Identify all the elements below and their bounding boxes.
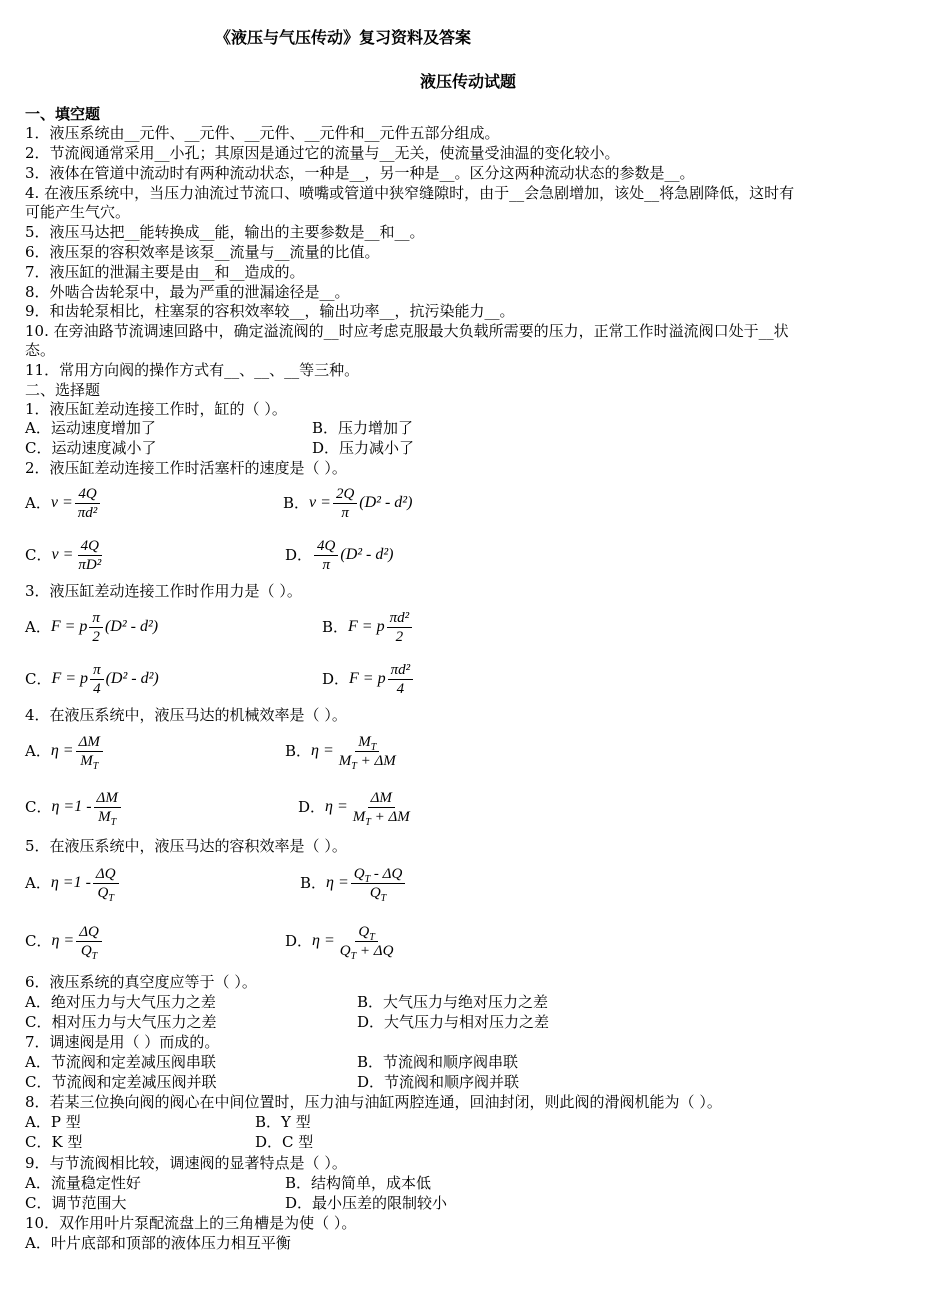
option-b: B．结构简单，成本低 [285, 1174, 432, 1192]
question-stem: 9．与节流阀相比较，调速阀的显著特点是（ ）。 [25, 1154, 347, 1172]
option-c [25, 918, 104, 964]
option-b: B．大气压力与绝对压力之差 [357, 993, 549, 1011]
question-stem: 6．液压系统的真空度应等于（ ）。 [25, 973, 257, 991]
formula: η = $\frac{M_T}{M_T + \Delta M}$ [311, 733, 396, 772]
fill-item: 5．液压马达把__能转换成__能，输出的主要参数是__和__。 [25, 223, 425, 241]
fill-item: 11．常用方向阀的操作方式有__、__、__等三种。 [25, 361, 360, 379]
option-b [322, 604, 414, 650]
option-d [322, 656, 415, 702]
option-label: D． [298, 798, 326, 816]
option-c [25, 532, 106, 578]
option-a: A．叶片底部和顶部的液体压力相互平衡 [25, 1234, 291, 1252]
formula: v = $\frac{4Q}{\text{πd²}}$ [51, 485, 102, 522]
formula: $\frac{4Q}{\pi}$ (D² - d²) [312, 537, 393, 574]
option-label: D． [322, 670, 350, 688]
formula: v = $\frac{2Q}{\pi}$ (D² - d²) [309, 485, 413, 521]
formula: F = p $\frac{\text{πd²}}{4}$ [349, 661, 415, 698]
option-label: B． [300, 874, 327, 892]
formula: η = $\frac{\Delta M}{M_T + \Delta M}$ [325, 789, 410, 828]
option-label: D． [285, 932, 313, 950]
formula: η =1 - $\frac{\Delta Q}{Q_T}$ [51, 865, 121, 902]
option-b [300, 860, 407, 906]
question-stem: 2．液压缸差动连接工作时活塞杆的速度是（ ）。 [25, 459, 347, 477]
doc-title: 《液压与气压传动》复习资料及答案 [215, 28, 472, 47]
question-stem: 3．液压缸差动连接工作时作用力是（ ）。 [25, 582, 302, 600]
formula: v = $\frac{4Q}{\text{πD²}}$ [51, 537, 102, 573]
option-label: A． [25, 742, 51, 760]
option-c [25, 656, 159, 702]
option-label: C． [25, 798, 52, 816]
option-a [25, 480, 102, 526]
fill-item: 态。 [25, 341, 56, 359]
option-c [25, 784, 123, 830]
fill-item: 7．液压缸的泄漏主要是由__和__造成的。 [25, 263, 305, 281]
option-c: C．节流阀和定差减压阀并联 [25, 1073, 217, 1091]
option-d [298, 784, 415, 830]
formula: F = p $\frac{\text{πd²}}{2}$ [348, 609, 414, 646]
option-d [285, 532, 394, 578]
option-b: B．压力增加了 [312, 419, 414, 437]
option-a: A．绝对压力与大气压力之差 [25, 993, 216, 1011]
question-stem: 7．调速阀是用（ ）而成的。 [25, 1033, 220, 1051]
option-a: A．节流阀和定差减压阀串联 [25, 1053, 216, 1071]
option-b: B．节流阀和顺序阀串联 [357, 1053, 519, 1071]
option-a [25, 604, 158, 650]
sub-title: 液压传动试题 [420, 72, 517, 91]
option-label: A． [25, 618, 51, 636]
option-a: A．P 型 [25, 1113, 81, 1131]
question-stem: 4．在液压系统中，液压马达的机械效率是（ ）。 [25, 706, 347, 724]
option-label: B． [283, 494, 310, 512]
formula: F = p $\frac{\pi}{4}$ (D² - d²) [51, 661, 159, 697]
option-b [285, 728, 401, 774]
fill-item: 2．节流阀通常采用__小孔；其原因是通过它的流量与__无关，使流量受油温的变化较小。 [25, 144, 620, 162]
option-label: B． [322, 618, 349, 636]
fill-item: 4. 在液压系统中，当压力油流过节流口、喷嘴或管道中狭窄缝隙时，由于__会急剧增加，该处__将急剧降低，这时有 [25, 184, 795, 202]
option-b: B．Y 型 [255, 1113, 311, 1131]
fill-item: 可能产生气穴。 [25, 203, 131, 221]
option-label: A． [25, 874, 51, 892]
fill-item: 9．和齿轮泵相比，柱塞泵的容积效率较__，输出功率__，抗污染能力__。 [25, 302, 515, 320]
option-label: C． [25, 670, 52, 688]
option-label: C． [25, 932, 52, 950]
option-a: A．流量稳定性好 [25, 1174, 141, 1192]
option-label: B． [285, 742, 312, 760]
option-c: C．相对压力与大气压力之差 [25, 1013, 217, 1031]
option-d: D．大气压力与相对压力之差 [357, 1013, 550, 1031]
option-d: D．节流阀和顺序阀并联 [357, 1073, 520, 1091]
fill-item: 6．液压泵的容积效率是该泵__流量与__流量的比值。 [25, 243, 380, 261]
option-d: D．最小压差的限制较小 [285, 1194, 448, 1212]
formula: η =1 - $\frac{\Delta M}{M_T}$ [51, 789, 122, 826]
section1-heading: 一、填空题 [25, 105, 101, 123]
formula: F = p $\frac{\pi}{2}$ (D² - d²) [50, 609, 159, 645]
option-c: C．K 型 [25, 1133, 83, 1151]
option-b [283, 480, 412, 526]
option-d: D．C 型 [255, 1133, 314, 1151]
fill-item: 8．外啮合齿轮泵中，最为严重的泄漏途径是__。 [25, 283, 350, 301]
fill-item: 10. 在旁油路节流调速回路中，确定溢流阀的__时应考虑克服最大负载所需要的压力，正常工作时溢流阀口处于__状 [25, 322, 789, 340]
formula: η = $\frac{Q_T}{Q_T + \Delta Q}$ [312, 923, 394, 962]
option-a [25, 728, 105, 774]
option-d: D．压力减小了 [312, 439, 415, 457]
option-d [285, 918, 398, 964]
formula: η = $\frac{\Delta Q}{Q_T}$ [51, 923, 103, 960]
question-stem: 5．在液压系统中，液压马达的容积效率是（ ）。 [25, 837, 347, 855]
option-c: C．运动速度减小了 [25, 439, 157, 457]
option-label: D． [285, 546, 313, 564]
question-stem: 10．双作用叶片泵配流盘上的三角槽是为使（ ）。 [25, 1214, 357, 1232]
option-a [25, 860, 121, 906]
option-label: A． [25, 494, 51, 512]
fill-item: 1．液压系统由__元件、__元件、__元件、__元件和__元件五部分组成。 [25, 124, 500, 142]
option-c: C．调节范围大 [25, 1194, 127, 1212]
formula: η = $\frac{Q_T - \Delta Q}{Q_T}$ [326, 865, 407, 902]
formula: η = $\frac{\Delta M}{M_T}$ [51, 733, 105, 770]
question-stem: 8．若某三位换向阀的阀心在中间位置时，压力油与油缸两腔连通，回油封闭，则此阀的滑阀机能为（ ）。 [25, 1093, 722, 1111]
option-a: A．运动速度增加了 [25, 419, 156, 437]
section2-heading: 二、选择题 [25, 381, 101, 399]
fill-item: 3．液体在管道中流动时有两种流动状态，一种是__，另一种是__。区分这两种流动状态的参数是__。 [25, 164, 695, 182]
option-label: C． [25, 546, 52, 564]
question-stem: 1．液压缸差动连接工作时，缸的（ ）。 [25, 400, 287, 418]
